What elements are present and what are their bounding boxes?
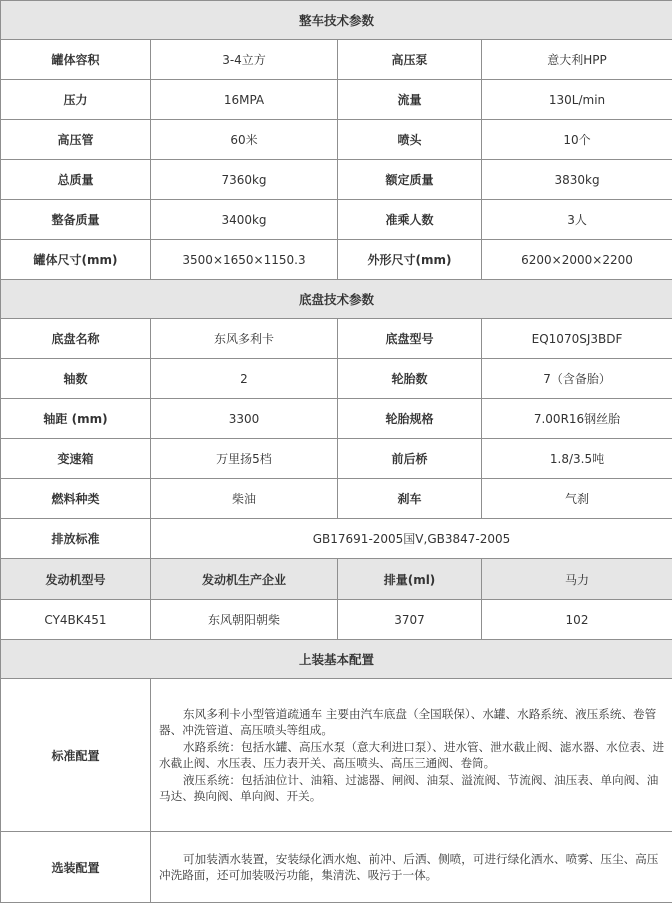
param-value: 气刹: [482, 479, 672, 519]
param-value: 10个: [482, 120, 672, 160]
optional-config-row: [1, 832, 672, 903]
chassis-section-title: 底盘技术参数: [1, 280, 672, 319]
standard-config-paragraph: 水路系统：包括水罐、高压水泵（意大利进口泵）、进水管、泄水截止阀、滤水器、水位表、进水截止阀、水压表、压力表开关、高压喷头、高压三通阀、卷筒。: [159, 739, 666, 772]
param-label: 变速箱: [1, 439, 151, 479]
param-value: 3300: [151, 399, 338, 439]
table-row: [1, 439, 672, 479]
table-row: [1, 200, 672, 240]
param-label: 燃料种类: [1, 479, 151, 519]
param-value: 1.8/3.5吨: [482, 439, 672, 479]
table-row: [1, 80, 672, 120]
standard-config-row: [1, 679, 672, 832]
standard-config-paragraph: 液压系统：包括油位计、油箱、过滤器、闸阀、油泵、溢流阀、节流阀、油压表、单向阀、油马达、换向阀、单向阀、开关。: [159, 772, 666, 805]
param-label: 高压泵: [338, 40, 482, 80]
table-row: [1, 160, 672, 200]
optional-config-paragraph: 可加装洒水装置，安装绿化洒水炮、前冲、后洒、侧喷，可进行绿化洒水、喷雾、压尘、高压冲洗路面，还可加装吸污功能，集清洗、吸污于一体。: [159, 851, 666, 884]
param-label: 底盘型号: [338, 319, 482, 359]
param-label: 压力: [1, 80, 151, 120]
param-value: 柴油: [151, 479, 338, 519]
param-value: 7（含备胎）: [482, 359, 672, 399]
table-row: [1, 359, 672, 399]
param-value: 6200×2000×2200: [482, 240, 672, 280]
param-label: 准乘人数: [338, 200, 482, 240]
param-label: 整备质量: [1, 200, 151, 240]
optional-config-label: 选装配置: [1, 832, 151, 903]
param-value: 3500×1650×1150.3: [151, 240, 338, 280]
engine-col-header: 发动机型号: [1, 559, 151, 600]
param-label: 轴数: [1, 359, 151, 399]
param-value: 3400kg: [151, 200, 338, 240]
param-label: 额定质量: [338, 160, 482, 200]
param-value: 东风多利卡: [151, 319, 338, 359]
param-value: 3-4立方: [151, 40, 338, 80]
param-value: 3830kg: [482, 160, 672, 200]
engine-displacement: 3707: [338, 600, 482, 640]
param-label: 外形尺寸(mm): [338, 240, 482, 280]
table-row: [1, 399, 672, 439]
param-label: 喷头: [338, 120, 482, 160]
param-label: 罐体容积: [1, 40, 151, 80]
param-label: 轮胎数: [338, 359, 482, 399]
param-label: 底盘名称: [1, 319, 151, 359]
engine-col-header: 排量(ml): [338, 559, 482, 600]
param-label: 刹车: [338, 479, 482, 519]
engine-col-header: 马力: [482, 559, 672, 600]
param-label: 总质量: [1, 160, 151, 200]
param-value: EQ1070SJ3BDF: [482, 319, 672, 359]
param-value: 2: [151, 359, 338, 399]
table-row: [1, 120, 672, 160]
engine-col-header: 发动机生产企业: [151, 559, 338, 600]
config-section-title: 上装基本配置: [1, 640, 672, 679]
engine-header-row: [1, 559, 672, 600]
param-label: 高压管: [1, 120, 151, 160]
engine-maker: 东风朝阳朝柴: [151, 600, 338, 640]
emission-label: 排放标准: [1, 519, 151, 559]
param-label: 轴距 (mm): [1, 399, 151, 439]
engine-horsepower: 102: [482, 600, 672, 640]
engine-model: CY4BK451: [1, 600, 151, 640]
param-value: 130L/min: [482, 80, 672, 120]
table-row: [1, 519, 672, 559]
param-value: 7.00R16钢丝胎: [482, 399, 672, 439]
param-label: 轮胎规格: [338, 399, 482, 439]
param-value: 16MPA: [151, 80, 338, 120]
vehicle-section-title: 整车技术参数: [1, 1, 672, 40]
param-label: 罐体尺寸(mm): [1, 240, 151, 280]
param-label: 前后桥: [338, 439, 482, 479]
standard-config-paragraph: 东风多利卡小型管道疏通车 主要由汽车底盘（全国联保）、水罐、水路系统、液压系统、卷管器、冲洗管道、高压喷头等组成。: [159, 706, 666, 739]
standard-config-text: [151, 679, 672, 832]
table-row: [1, 240, 672, 280]
engine-value-row: [1, 600, 672, 640]
param-label: 流量: [338, 80, 482, 120]
table-row: [1, 40, 672, 80]
table-row: [1, 319, 672, 359]
emission-value: GB17691-2005国Ⅴ,GB3847-2005: [151, 519, 672, 559]
optional-config-text: [151, 832, 672, 903]
param-value: 60米: [151, 120, 338, 160]
param-value: 万里扬5档: [151, 439, 338, 479]
param-value: 7360kg: [151, 160, 338, 200]
param-value: 3人: [482, 200, 672, 240]
param-value: 意大利HPP: [482, 40, 672, 80]
standard-config-label: 标准配置: [1, 679, 151, 832]
table-row: [1, 479, 672, 519]
